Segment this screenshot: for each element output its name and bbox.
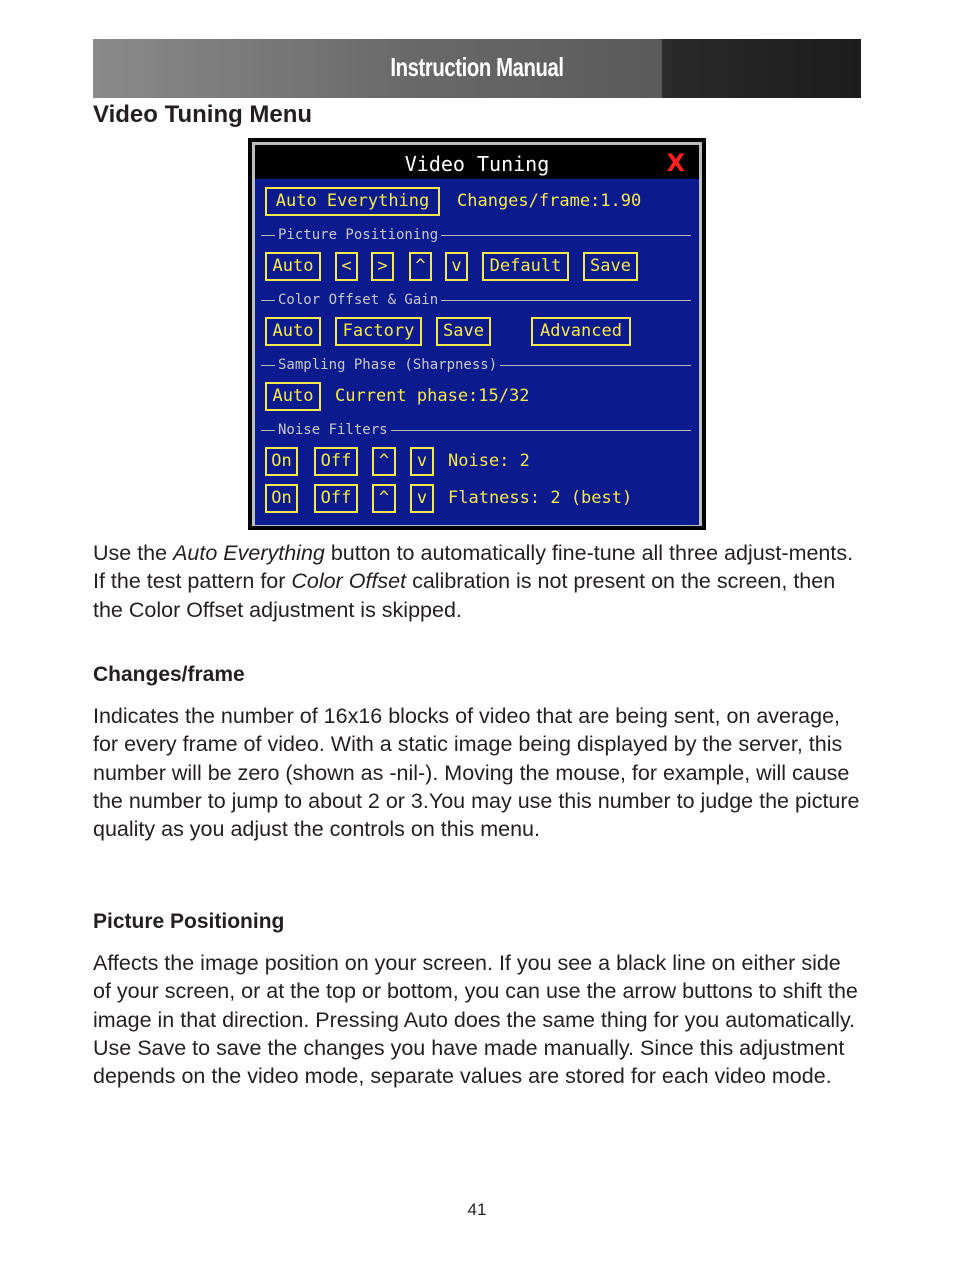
flatness-down-button[interactable]: v [410, 484, 434, 513]
color-factory-button[interactable]: Factory [335, 317, 422, 346]
intro-text-3: calibration is not present on the screen, then the Color Offset adjustment is skipped. [93, 569, 836, 622]
picture-positioning-heading: Picture Positioning [93, 910, 285, 933]
color-save-button[interactable]: Save [436, 317, 491, 346]
position-right-button[interactable]: > [371, 252, 394, 281]
position-save-button[interactable]: Save [583, 252, 638, 281]
intro-emphasis-auto-everything: Auto Everything [173, 541, 325, 565]
changes-frame-readout: Changes/frame:1.90 [457, 191, 642, 211]
picture-positioning-label: Picture Positioning [275, 227, 441, 243]
noise-down-button[interactable]: v [410, 447, 434, 476]
flatness-up-button[interactable]: ^ [372, 484, 396, 513]
close-icon[interactable]: X [666, 149, 685, 177]
noise-up-button[interactable]: ^ [372, 447, 396, 476]
current-phase-readout: Current phase:15/32 [335, 386, 530, 406]
color-advanced-button[interactable]: Advanced [531, 317, 631, 346]
osd-title: Video Tuning [404, 152, 550, 176]
picture-positioning-body: Affects the image position on your screen. If you see a black line on either side of your screen, or at the top or bottom, you can use the arrow buttons to shift the image in that direction. Pressing Auto does the same thing for you automatically. Use Save to save the changes you have made manually. Since this adjustment depends on the video mode, separate values are stored for each video mode. [93, 951, 858, 1089]
section-title: Video Tuning Menu [93, 101, 313, 128]
flatness-on-button[interactable]: On [265, 484, 298, 513]
phase-auto-button[interactable]: Auto [265, 382, 321, 411]
position-auto-button[interactable]: Auto [265, 252, 321, 281]
position-left-button[interactable]: < [335, 252, 358, 281]
intro-emphasis-color-offset: Color Offset [291, 569, 407, 594]
sampling-phase-label: Sampling Phase (Sharpness) [275, 357, 500, 373]
osd-title-bar [255, 145, 699, 179]
color-offset-label: Color Offset & Gain [275, 292, 441, 308]
color-auto-button[interactable]: Auto [265, 317, 321, 346]
noise-readout: Noise: 2 [448, 451, 530, 471]
header-banner [93, 39, 861, 98]
header-title: Instruction Manual [390, 52, 564, 82]
position-up-button[interactable]: ^ [409, 252, 432, 281]
noise-on-button[interactable]: On [265, 447, 298, 476]
position-default-button[interactable]: Default [482, 252, 569, 281]
osd-body [255, 179, 699, 525]
flatness-off-button[interactable]: Off [314, 484, 358, 513]
intro-text-1: Use the [93, 541, 174, 565]
page-number: 41 [467, 1200, 487, 1219]
intro-paragraph [93, 539, 863, 624]
video-tuning-screenshot [248, 138, 706, 530]
intro-text-2: button to automatically fine-tune all three adjust-ments. If the test pattern for [93, 541, 854, 594]
auto-everything-button[interactable]: Auto Everything [265, 187, 440, 216]
flatness-readout: Flatness: 2 (best) [448, 488, 633, 508]
changes-frame-body: Indicates the number of 16x16 blocks of video that are being sent, on average, for every frame of video. With a static image being displayed by the server, this number will be zero (shown as -nil-). Moving the mouse, for example, will cause the number to jump to about 2 or 3.You may use this number to judge the picture quality as you adjust the controls on this menu. [93, 704, 860, 842]
noise-filters-label: Noise Filters [275, 422, 391, 438]
position-down-button[interactable]: v [445, 252, 468, 281]
noise-off-button[interactable]: Off [314, 447, 358, 476]
changes-frame-heading: Changes/frame [93, 663, 245, 686]
